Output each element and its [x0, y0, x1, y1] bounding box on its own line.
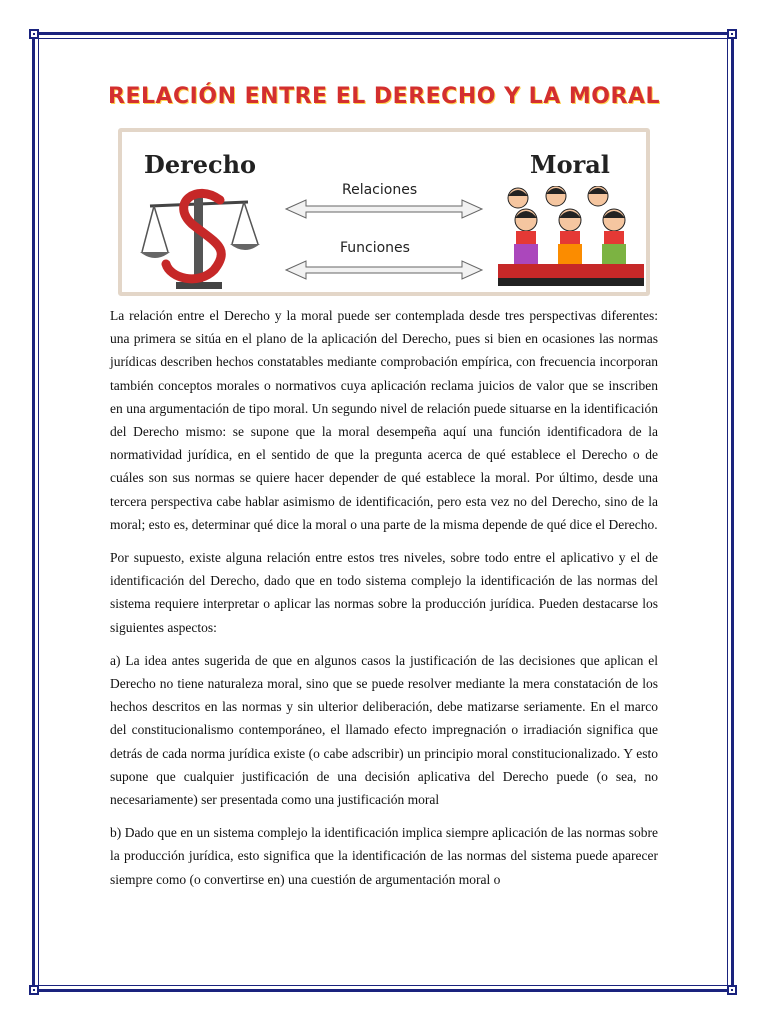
corner-ornament-bottom-right — [727, 985, 737, 995]
corner-ornament-bottom-left — [29, 985, 39, 995]
page-title: RELACIÓN ENTRE EL DERECHO Y LA MORAL — [108, 84, 660, 109]
scales-of-justice-icon — [136, 186, 266, 292]
paragraph: La relación entre el Derecho y la moral puede ser contemplada desde tres perspectivas diferentes: una primera se sitúa en el plano de la aplicación del Derecho, pues si bien en ocasiones las normas jurídicas describen hechos constatables mediante comprobación empírica, con frecuencia incorporan también conceptos morales o normativos cuya aplicación reclama juicios de valor que se inscriben en una argumentación de tipo moral. Un segundo nivel de relación puede situarse en la identificación del Derecho mismo: se supone que la moral desempeña aquí una función identificadora de la normatividad jurídica, en el sentido de que la pregunta acerca de qué establece el Derecho o de cuáles son sus normas se quiere hacer depender de qué establece la moral. Por último, desde una tercera perspectiva cabe hablar asimismo de identificación, pero esta vez no del Derecho, sino de la moral; esto es, determinar qué dice la moral o una parte de la misma depende de qué dice el Derecho. — [110, 308, 658, 532]
corner-ornament-top-left — [29, 29, 39, 39]
illustration-banner — [118, 128, 650, 296]
banner-right-word: Moral — [530, 150, 610, 179]
banner-left-word: Derecho — [144, 150, 257, 179]
children-group-icon — [498, 186, 644, 286]
paragraph: b) Dado que en un sistema complejo la identificación implica siempre aplicación de las normas sobre la producción jurídica, esto significa que la identificación de las normas del sistema puede aparecer siempre como (o convertirse en) una cuestión de argumentación moral o — [110, 825, 658, 887]
arrow-label-funciones: Funciones — [340, 240, 410, 256]
double-arrow-icon — [284, 198, 484, 220]
arrow-label-relaciones: Relaciones — [342, 182, 418, 198]
paragraph: a) La idea antes sugerida de que en algunos casos la justificación de las decisiones que aplican el Derecho no tiene naturaleza moral, sino que se puede resolver mediante la mera constatación de los hechos descritos en las normas y sin ulterior deliberación, debe matizarse seriamente. En el marco del constitucionalismo contemporáneo, el llamado efecto impregnación o irradiación significa que detrás de cada norma jurídica existe (o cabe adscribir) un principio moral constitucionalizado. Y esto supone que cualquier justificación de una decisión aplicativa del Derecho puede (o sea, no necesariamente) ser presentada como una justificación moral — [110, 652, 658, 808]
double-arrow-icon — [284, 259, 484, 281]
document-body — [110, 304, 658, 901]
corner-ornament-top-right — [727, 29, 737, 39]
paragraph: Por supuesto, existe alguna relación entre estos tres niveles, sobre todo entre el aplicativo y el de identificación del Derecho, dado que en todo sistema complejo la identificación de las normas del sistema requiere interpretar o aplicar las normas sobre la producción jurídica. Pueden destacarse los siguientes aspectos: — [110, 550, 658, 635]
